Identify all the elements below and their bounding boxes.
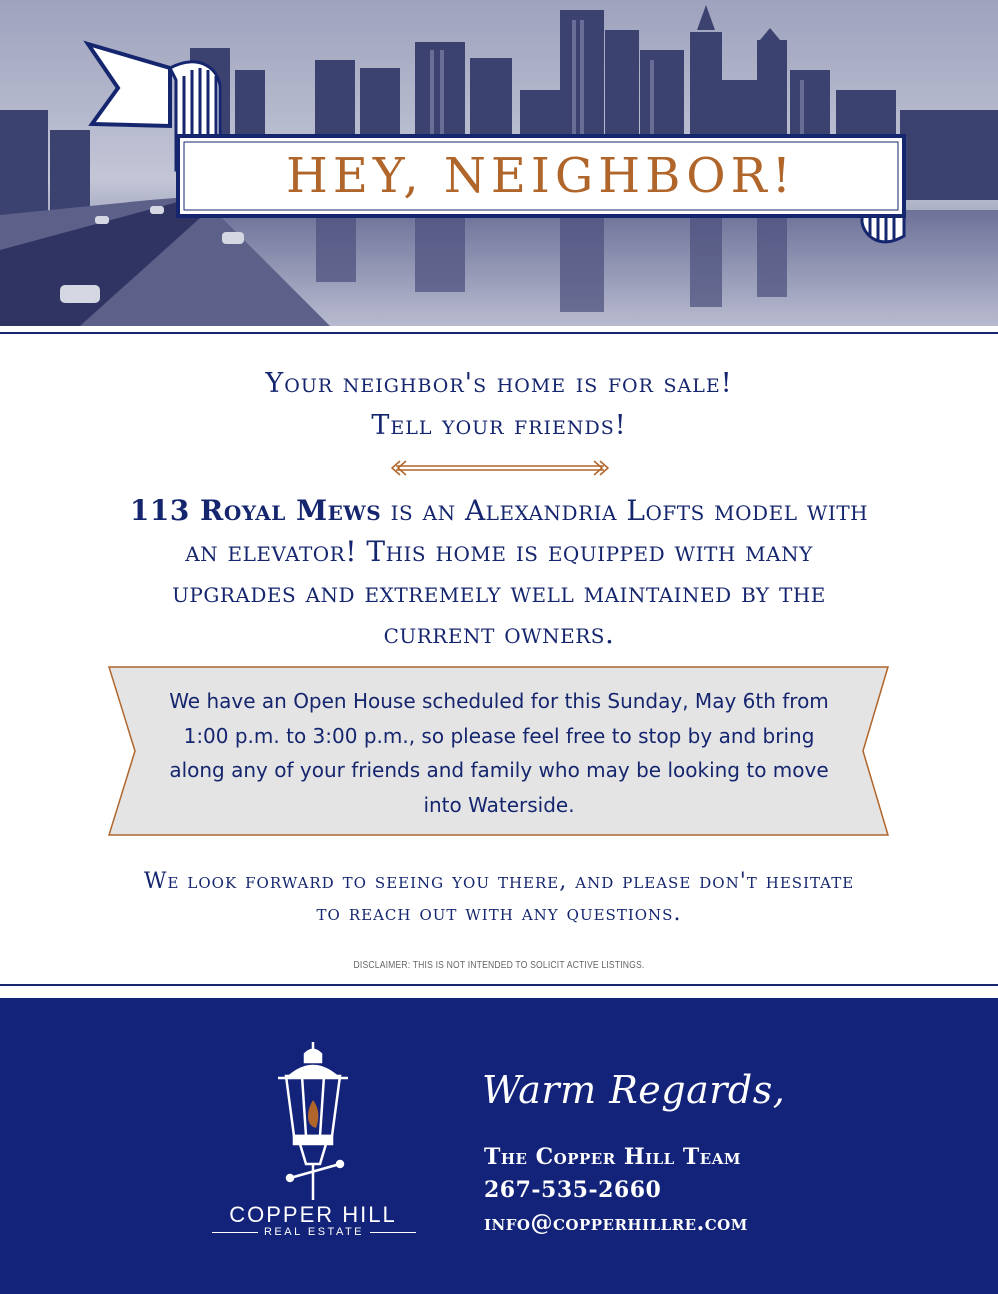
warm-regards-signoff: Warm Regards, [482, 1068, 786, 1112]
banner-title: HEY, NEIGHBOR! [285, 148, 797, 204]
logo-subtitle: REAL ESTATE [263, 1226, 365, 1238]
hero-skyline-banner [0, 0, 998, 326]
property-description [120, 490, 878, 654]
street-lamp-logo-icon [250, 1040, 376, 1202]
top-divider-line [0, 332, 998, 334]
property-details: is an Alexandria Lofts model with an elevator! This home is equipped with many upgrades and extremely well maintained by the current owners. [172, 494, 869, 650]
property-address: 113 Royal Mews [129, 494, 382, 527]
email-address[interactable]: info@copperhillre.com [484, 1210, 748, 1236]
team-name: The Copper Hill Team [484, 1144, 741, 1170]
disclaimer-text: DISCLAIMER: THIS IS NOT INTENDED TO SOLICIT ACTIVE LISTINGS. [353, 960, 645, 971]
logo-line-right [370, 1232, 416, 1233]
logo-line-left [212, 1232, 258, 1233]
phone-number[interactable]: 267-535-2660 [484, 1177, 662, 1203]
headline-line-2: Tell your friends! [371, 410, 627, 441]
logo-company-name: COPPER HILL [229, 1202, 397, 1227]
double-arrow-divider-icon [386, 460, 614, 476]
bottom-divider-line [0, 984, 998, 986]
logo-subtitle-row [212, 1224, 416, 1240]
closing-message: We look forward to seeing you there, and please don't hesitate to reach out with any questions. [143, 869, 855, 926]
headline-line-1: Your neighbor's home is for sale! [265, 368, 733, 399]
open-house-details: We have an Open House scheduled for this Sunday, May 6th from 1:00 p.m. to 3:00 p.m., so please feel free to stop by and bring along any of your friends and family who may be looking to move into Waterside. [169, 689, 829, 817]
